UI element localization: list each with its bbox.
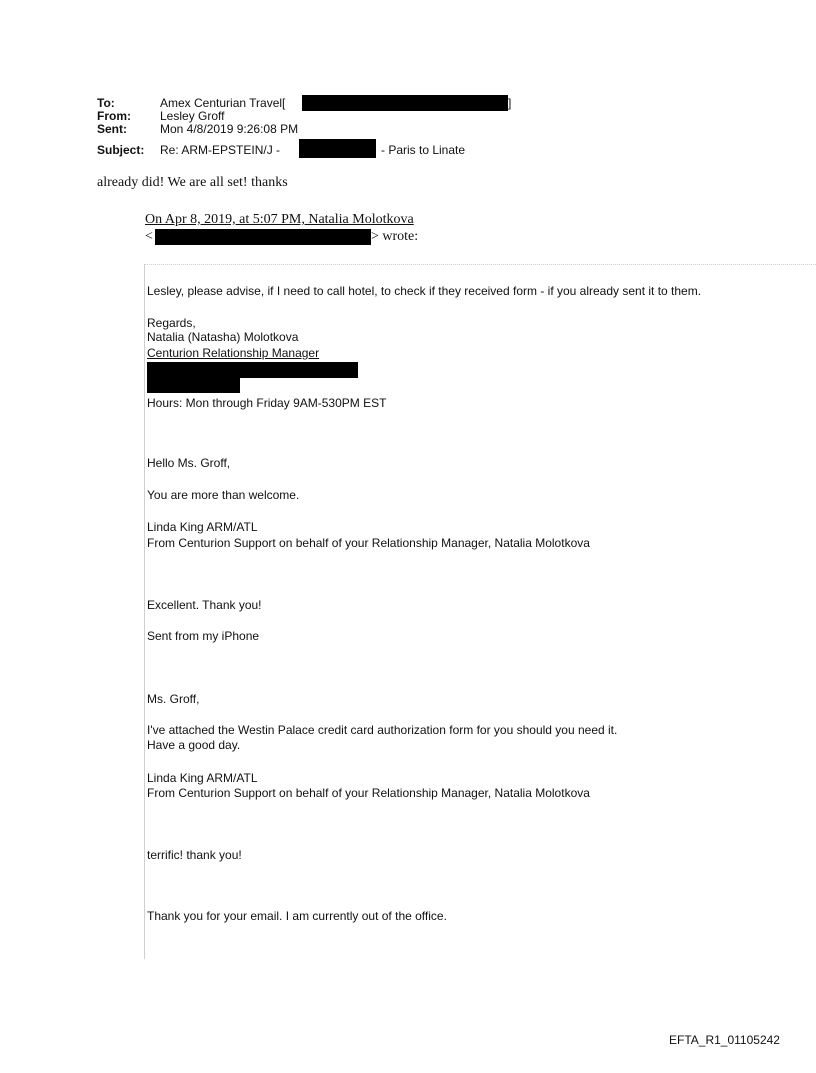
signature-name: Linda King ARM/ATL — [147, 771, 258, 785]
redaction-box — [302, 95, 508, 111]
regards-text: Regards, — [147, 316, 196, 330]
quote-attribution: On Apr 8, 2019, at 5:07 PM, Natalia Molotkova — [145, 212, 414, 227]
message-text: I've attached the Westin Palace credit card authorization form for you should you need it. — [147, 723, 618, 737]
quote-wrote: > wrote: — [371, 229, 419, 244]
message-text: Excellent. Thank you! — [147, 598, 262, 612]
message-text: terrific! thank you! — [147, 848, 242, 862]
subject-prefix: Re: ARM-EPSTEIN/J - — [160, 143, 281, 157]
hours-text: Hours: Mon through Friday 9AM-530PM EST — [147, 396, 387, 410]
signature-name: Linda King ARM/ATL — [147, 520, 258, 534]
from-value: Lesley Groff — [160, 109, 225, 123]
reply-text: already did! We are all set! thanks — [97, 175, 288, 190]
message-text: Have a good day. — [147, 738, 241, 752]
greeting-text: Ms. Groff, — [147, 692, 200, 706]
to-label: To: — [97, 96, 115, 110]
signature-line: From Centurion Support on behalf of your Relationship Manager, Natalia Molotkova — [147, 786, 590, 800]
quote-bar — [144, 264, 145, 959]
message-text: Thank you for your email. I am currently out of the office. — [147, 909, 447, 923]
to-value: Amex Centurian Travel[ — [160, 96, 286, 110]
signature-line: From Centurion Support on behalf of your Relationship Manager, Natalia Molotkova — [147, 536, 590, 550]
message-text: Lesley, please advise, if I need to call hotel, to check if they received form - if you already sent it to them. — [147, 284, 702, 298]
redaction-box — [155, 229, 371, 245]
redaction-box — [147, 362, 358, 378]
sent-value: Mon 4/8/2019 9:26:08 PM — [160, 122, 299, 136]
document-id: EFTA_R1_01105242 — [669, 1033, 780, 1047]
signature-name: Natalia (Natasha) Molotkova — [147, 330, 299, 344]
message-text: You are more than welcome. — [147, 488, 300, 502]
quote-lt: < — [145, 229, 153, 244]
to-close: ] — [508, 96, 512, 110]
redaction-box — [299, 139, 376, 158]
subject-suffix: - Paris to Linate — [381, 143, 466, 157]
greeting-text: Hello Ms. Groff, — [147, 456, 231, 470]
sent-label: Sent: — [97, 122, 127, 136]
redaction-box — [147, 378, 240, 393]
signature-title: Centurion Relationship Manager — [147, 346, 320, 360]
quote-divider — [144, 264, 816, 265]
from-label: From: — [97, 109, 131, 123]
subject-label: Subject: — [97, 143, 145, 157]
signature-line: Sent from my iPhone — [147, 629, 260, 643]
